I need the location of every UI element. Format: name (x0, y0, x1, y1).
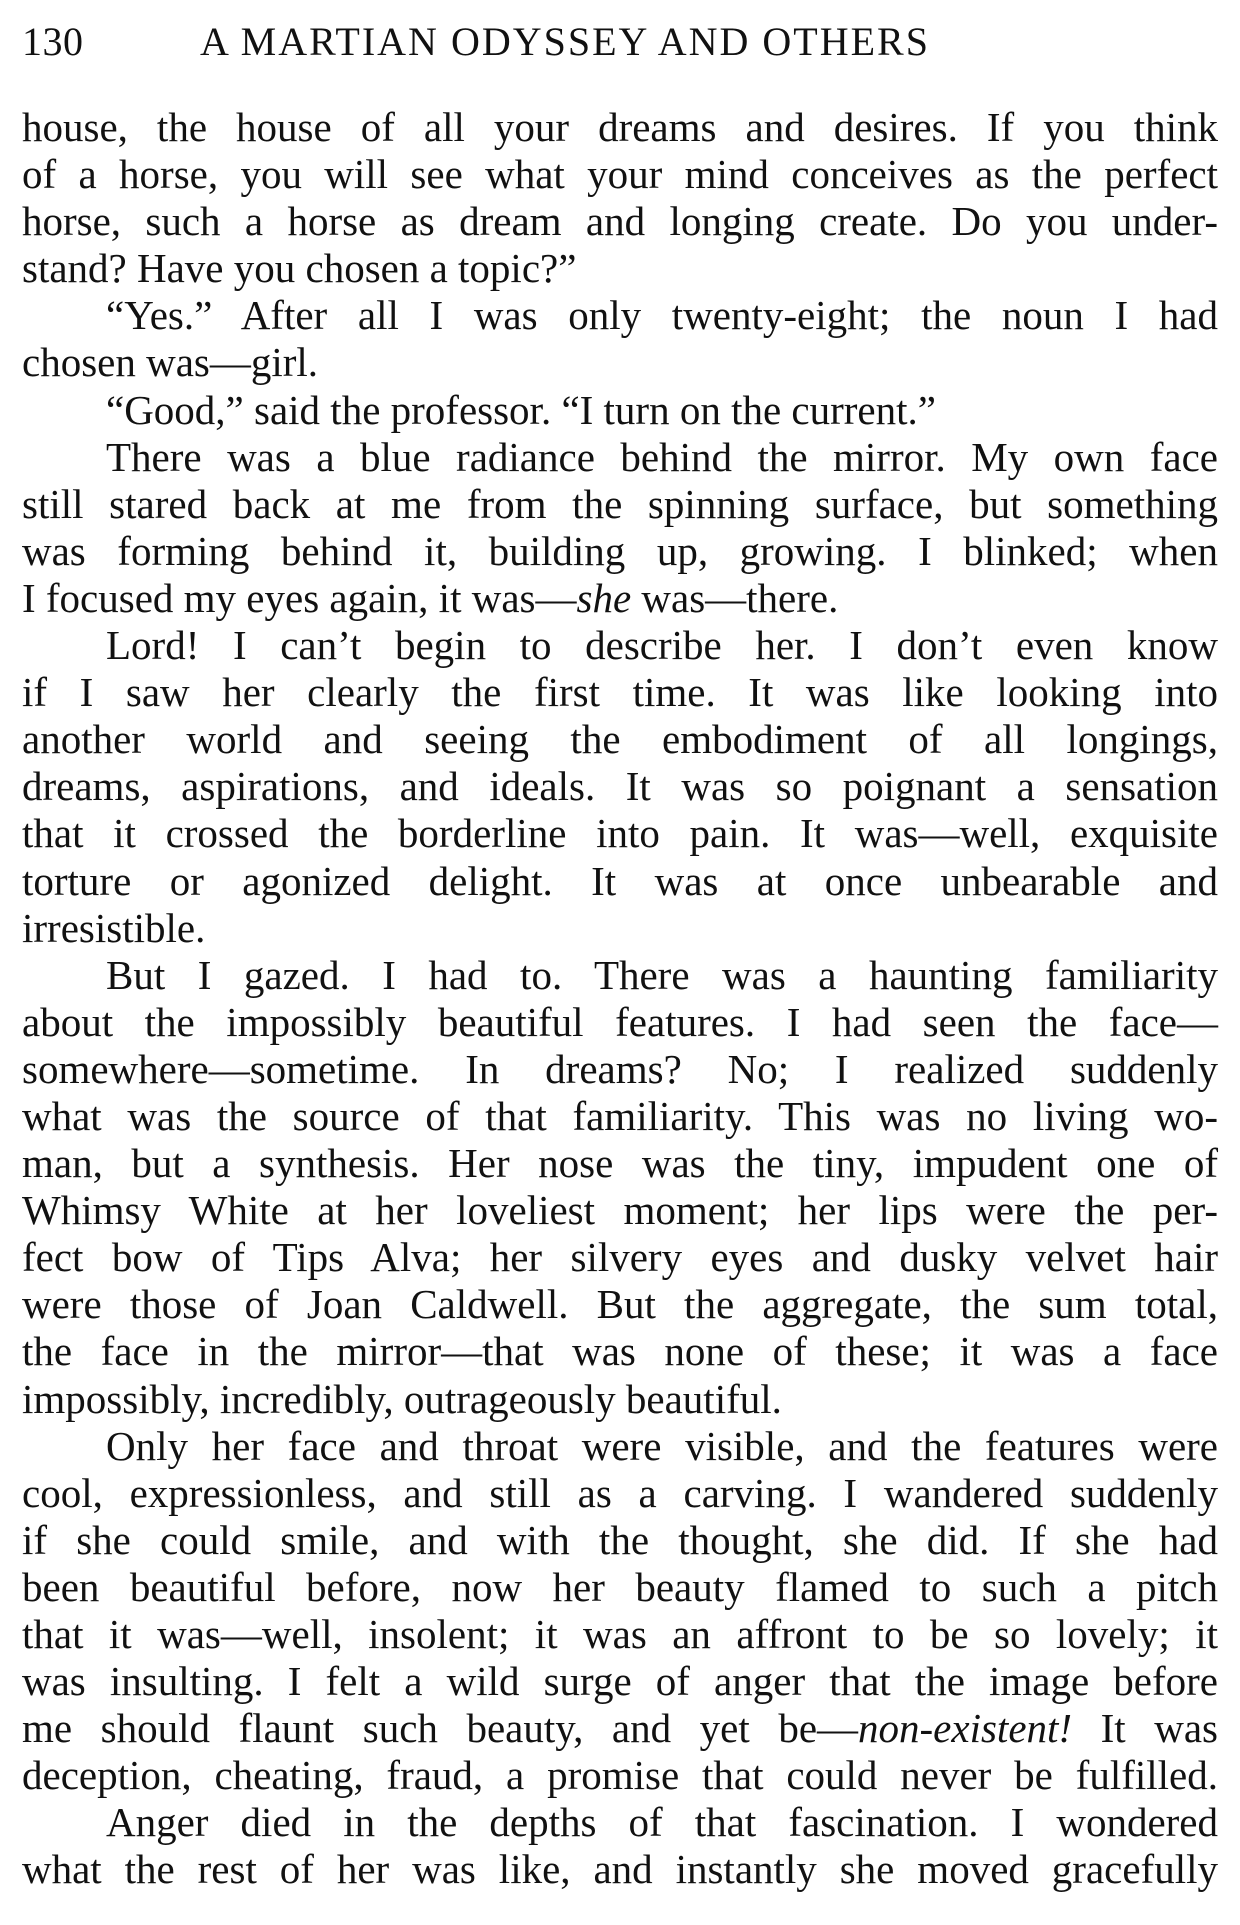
text-line (22, 1611, 1218, 1658)
text-segment: what was the source of that familiarity. This was no living wo- (22, 1092, 1218, 1139)
text-line (22, 1517, 1218, 1564)
text-line (22, 622, 1218, 669)
text-segment: if I saw her clearly the first time. It was like looking into (22, 669, 1218, 716)
text-line (22, 481, 1218, 528)
text-segment: horse, such a horse as dream and longing create. Do you under- (22, 198, 1218, 245)
text-line (22, 763, 1218, 810)
text-line (22, 292, 1218, 339)
text-segment: I focused my eyes again, it was— (22, 574, 577, 621)
text-segment: still stared back at me from the spinning surface, but something (22, 480, 1218, 527)
text-segment: torture or agonized delight. It was at once unbearable and (22, 857, 1218, 904)
text-line (22, 1752, 1218, 1799)
text-line (22, 1376, 1218, 1423)
text-line (22, 1705, 1218, 1752)
text-line (22, 1187, 1218, 1234)
text-line (22, 1470, 1218, 1517)
text-segment: man, but a synthesis. Her nose was the tiny, impudent one of (22, 1140, 1218, 1187)
text-segment: Whimsy White at her loveliest moment; her lips were the per- (22, 1187, 1218, 1234)
text-segment: about the impossibly beautiful features. I had seen the face— (22, 998, 1218, 1045)
text-segment: were those of Joan Caldwell. But the aggregate, the sum total, (22, 1281, 1218, 1328)
text-segment: dreams, aspirations, and ideals. It was so poignant a sensation (22, 763, 1218, 810)
text-line (22, 434, 1218, 481)
text-line (22, 1140, 1218, 1187)
text-segment: It was (1072, 1705, 1218, 1752)
text-segment: Anger died in the depths of that fascination. I wondered (106, 1799, 1218, 1846)
text-line (22, 1658, 1218, 1705)
text-segment: But I gazed. I had to. There was a haunting familiarity (106, 951, 1218, 998)
text-segment: of a horse, you will see what your mind conceives as the perfect (22, 151, 1218, 198)
text-segment: “Yes.” After all I was only twenty-eight; the noun I had (106, 292, 1218, 339)
text-line (22, 810, 1218, 857)
text-line (22, 1564, 1218, 1611)
running-head (22, 0, 1218, 100)
text-line (22, 1799, 1218, 1846)
text-line (22, 716, 1218, 763)
text-line (22, 575, 1218, 622)
text-line (22, 1046, 1218, 1093)
text-segment: stand? Have you chosen a topic?” (22, 245, 577, 292)
text-line (22, 1281, 1218, 1328)
text-segment: was insulting. I felt a wild surge of anger that the image before (22, 1658, 1218, 1705)
text-segment: was forming behind it, building up, growing. I blinked; when (22, 527, 1218, 574)
text-line (22, 198, 1218, 245)
text-segment: another world and seeing the embodiment of all longings, (22, 716, 1218, 763)
book-title: A MARTIAN ODYSSEY AND OTHERS (200, 19, 930, 64)
text-segment: Lord! I can’t begin to describe her. I don’t even know (106, 622, 1218, 669)
text-line (22, 151, 1218, 198)
text-segment: impossibly, incredibly, outrageously beautiful. (22, 1375, 782, 1422)
text-segment: that it was—well, insolent; it was an affront to be so lovely; it (22, 1611, 1218, 1657)
text-line (22, 339, 1218, 386)
text-segment: “Good,” said the professor. “I turn on the current.” (106, 386, 936, 433)
italic-text: non-existent! (858, 1705, 1073, 1752)
text-segment: been beautiful before, now her beauty flamed to such a pitch (22, 1563, 1218, 1610)
text-line (22, 387, 1218, 434)
text-line (22, 952, 1218, 999)
text-line (22, 1093, 1218, 1140)
text-segment: the face in the mirror—that was none of these; it was a face (22, 1328, 1218, 1375)
text-segment: deception, cheating, fraud, a promise that could never be fulfilled. (22, 1752, 1218, 1799)
text-line (22, 905, 1218, 952)
text-segment: me should flaunt such beauty, and yet be— (22, 1705, 859, 1752)
page-number: 130 (22, 19, 84, 64)
text-segment: that it crossed the borderline into pain. It was—well, exquisite (22, 810, 1218, 857)
text-line (22, 1328, 1218, 1375)
text-line (22, 528, 1218, 575)
text-segment: There was a blue radiance behind the mirror. My own face (106, 433, 1218, 480)
book-page (22, 0, 1218, 1893)
text-line (22, 1423, 1218, 1470)
italic-text: she (576, 574, 632, 621)
text-line (22, 1234, 1218, 1281)
text-line (22, 1846, 1218, 1893)
text-line (22, 669, 1218, 716)
text-segment: fect bow of Tips Alva; her silvery eyes and dusky velvet hair (22, 1234, 1218, 1281)
text-segment: house, the house of all your dreams and desires. If you think (22, 104, 1218, 150)
text-segment: irresistible. (22, 904, 206, 951)
text-line (22, 999, 1218, 1046)
text-segment: what the rest of her was like, and instantly she moved gracefully (22, 1846, 1218, 1893)
text-line (22, 858, 1218, 905)
text-line (22, 245, 1218, 292)
text-segment: was—there. (631, 574, 839, 621)
text-segment: if she could smile, and with the thought, she did. If she had (22, 1516, 1218, 1563)
body-text (22, 104, 1218, 1894)
text-segment: chosen was—girl. (22, 339, 319, 386)
text-segment: somewhere—sometime. In dreams? No; I realized suddenly (22, 1045, 1218, 1092)
text-segment: Only her face and throat were visible, and the features were (106, 1422, 1218, 1469)
text-line (22, 104, 1218, 151)
text-segment: cool, expressionless, and still as a carving. I wandered suddenly (22, 1469, 1218, 1516)
